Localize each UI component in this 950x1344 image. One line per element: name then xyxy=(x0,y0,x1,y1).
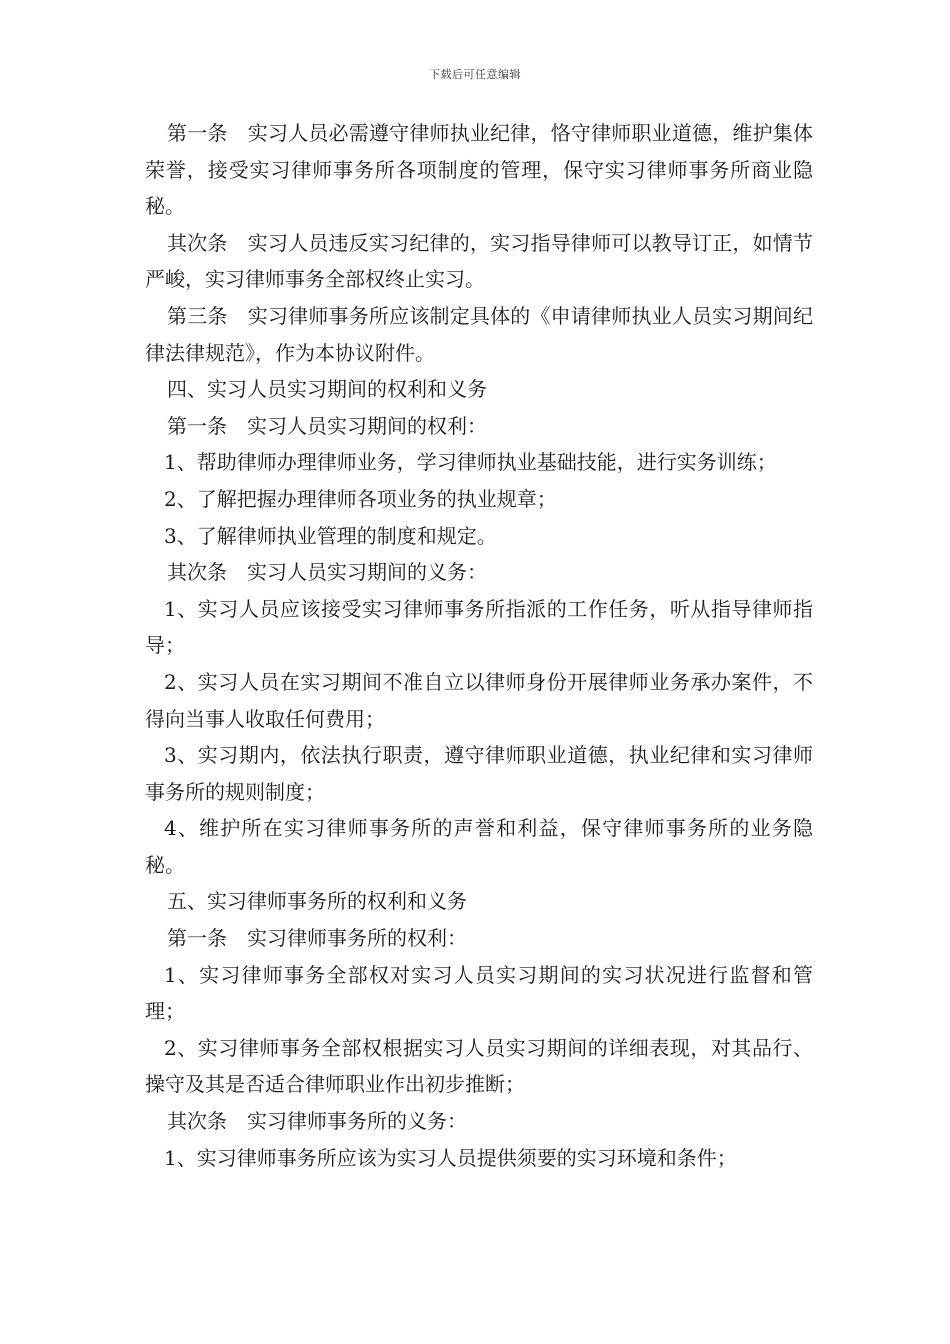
section-heading: 五、实习律师事务所的权利和义务 xyxy=(167,889,467,914)
list-item: 3、了解律师执业管理的制度和规定。 xyxy=(164,523,497,548)
list-item: 1、实习律师事务全部权对实习人员实习期间的实习状况进行监督和管理； xyxy=(145,962,813,1024)
article-heading: 第一条 实习人员实习期间的权利： xyxy=(167,413,487,438)
list-item: 1、帮助律师办理律师业务，学习律师执业基础技能，进行实务训练； xyxy=(164,450,777,475)
list-item: 3、实习期内，依法执行职责，遵守律师职业道德，执业纪律和实习律师事务所的规则制度； xyxy=(145,743,813,804)
paragraph: 第三条 实习律师事务所应该制定具体的《申请律师执业人员实习期间纪律法律规范》，作为本协议附件。 xyxy=(145,303,813,365)
section-heading: 四、实习人员实习期间的权利和义务 xyxy=(167,377,487,402)
list-item: 2、实习律师事务全部权根据实习人员实习期间的详细表现，对其品行、操守及其是否适合律师职业作出初步推断； xyxy=(145,1035,813,1097)
list-item: 1、实习律师事务所应该为实习人员提供须要的实习环境和条件； xyxy=(164,1145,737,1170)
list-item: 1、实习人员应该接受实习律师事务所指派的工作任务，听从指导律师指导； xyxy=(145,596,813,658)
article-heading: 其次条 实习人员实习期间的义务： xyxy=(167,560,487,585)
list-item: 2、了解把握办理律师各项业务的执业规章； xyxy=(164,486,557,511)
article-heading: 其次条 实习律师事务所的义务： xyxy=(167,1109,467,1134)
list-item: 2、实习人员在实习期间不准自立以律师身份开展律师业务承办案件，不得向当事人收取任何费用； xyxy=(145,669,813,731)
document-body xyxy=(145,115,813,1176)
list-item: 4、维护所在实习律师事务所的声誉和利益，保守律师事务所的业务隐秘。 xyxy=(145,816,813,877)
article-heading: 第一条 实习律师事务所的权利： xyxy=(167,926,467,951)
paragraph: 第一条 实习人员必需遵守律师执业纪律，恪守律师职业道德，维护集体荣誉，接受实习律师事务所各项制度的管理，保守实习律师事务所商业隐秘。 xyxy=(145,121,813,219)
paragraph: 其次条 实习人员违反实习纪律的，实习指导律师可以教导订正，如情节严峻，实习律师事务全部权终止实习。 xyxy=(145,230,813,292)
page-header-note: 下载后可任意编辑 xyxy=(429,68,521,81)
